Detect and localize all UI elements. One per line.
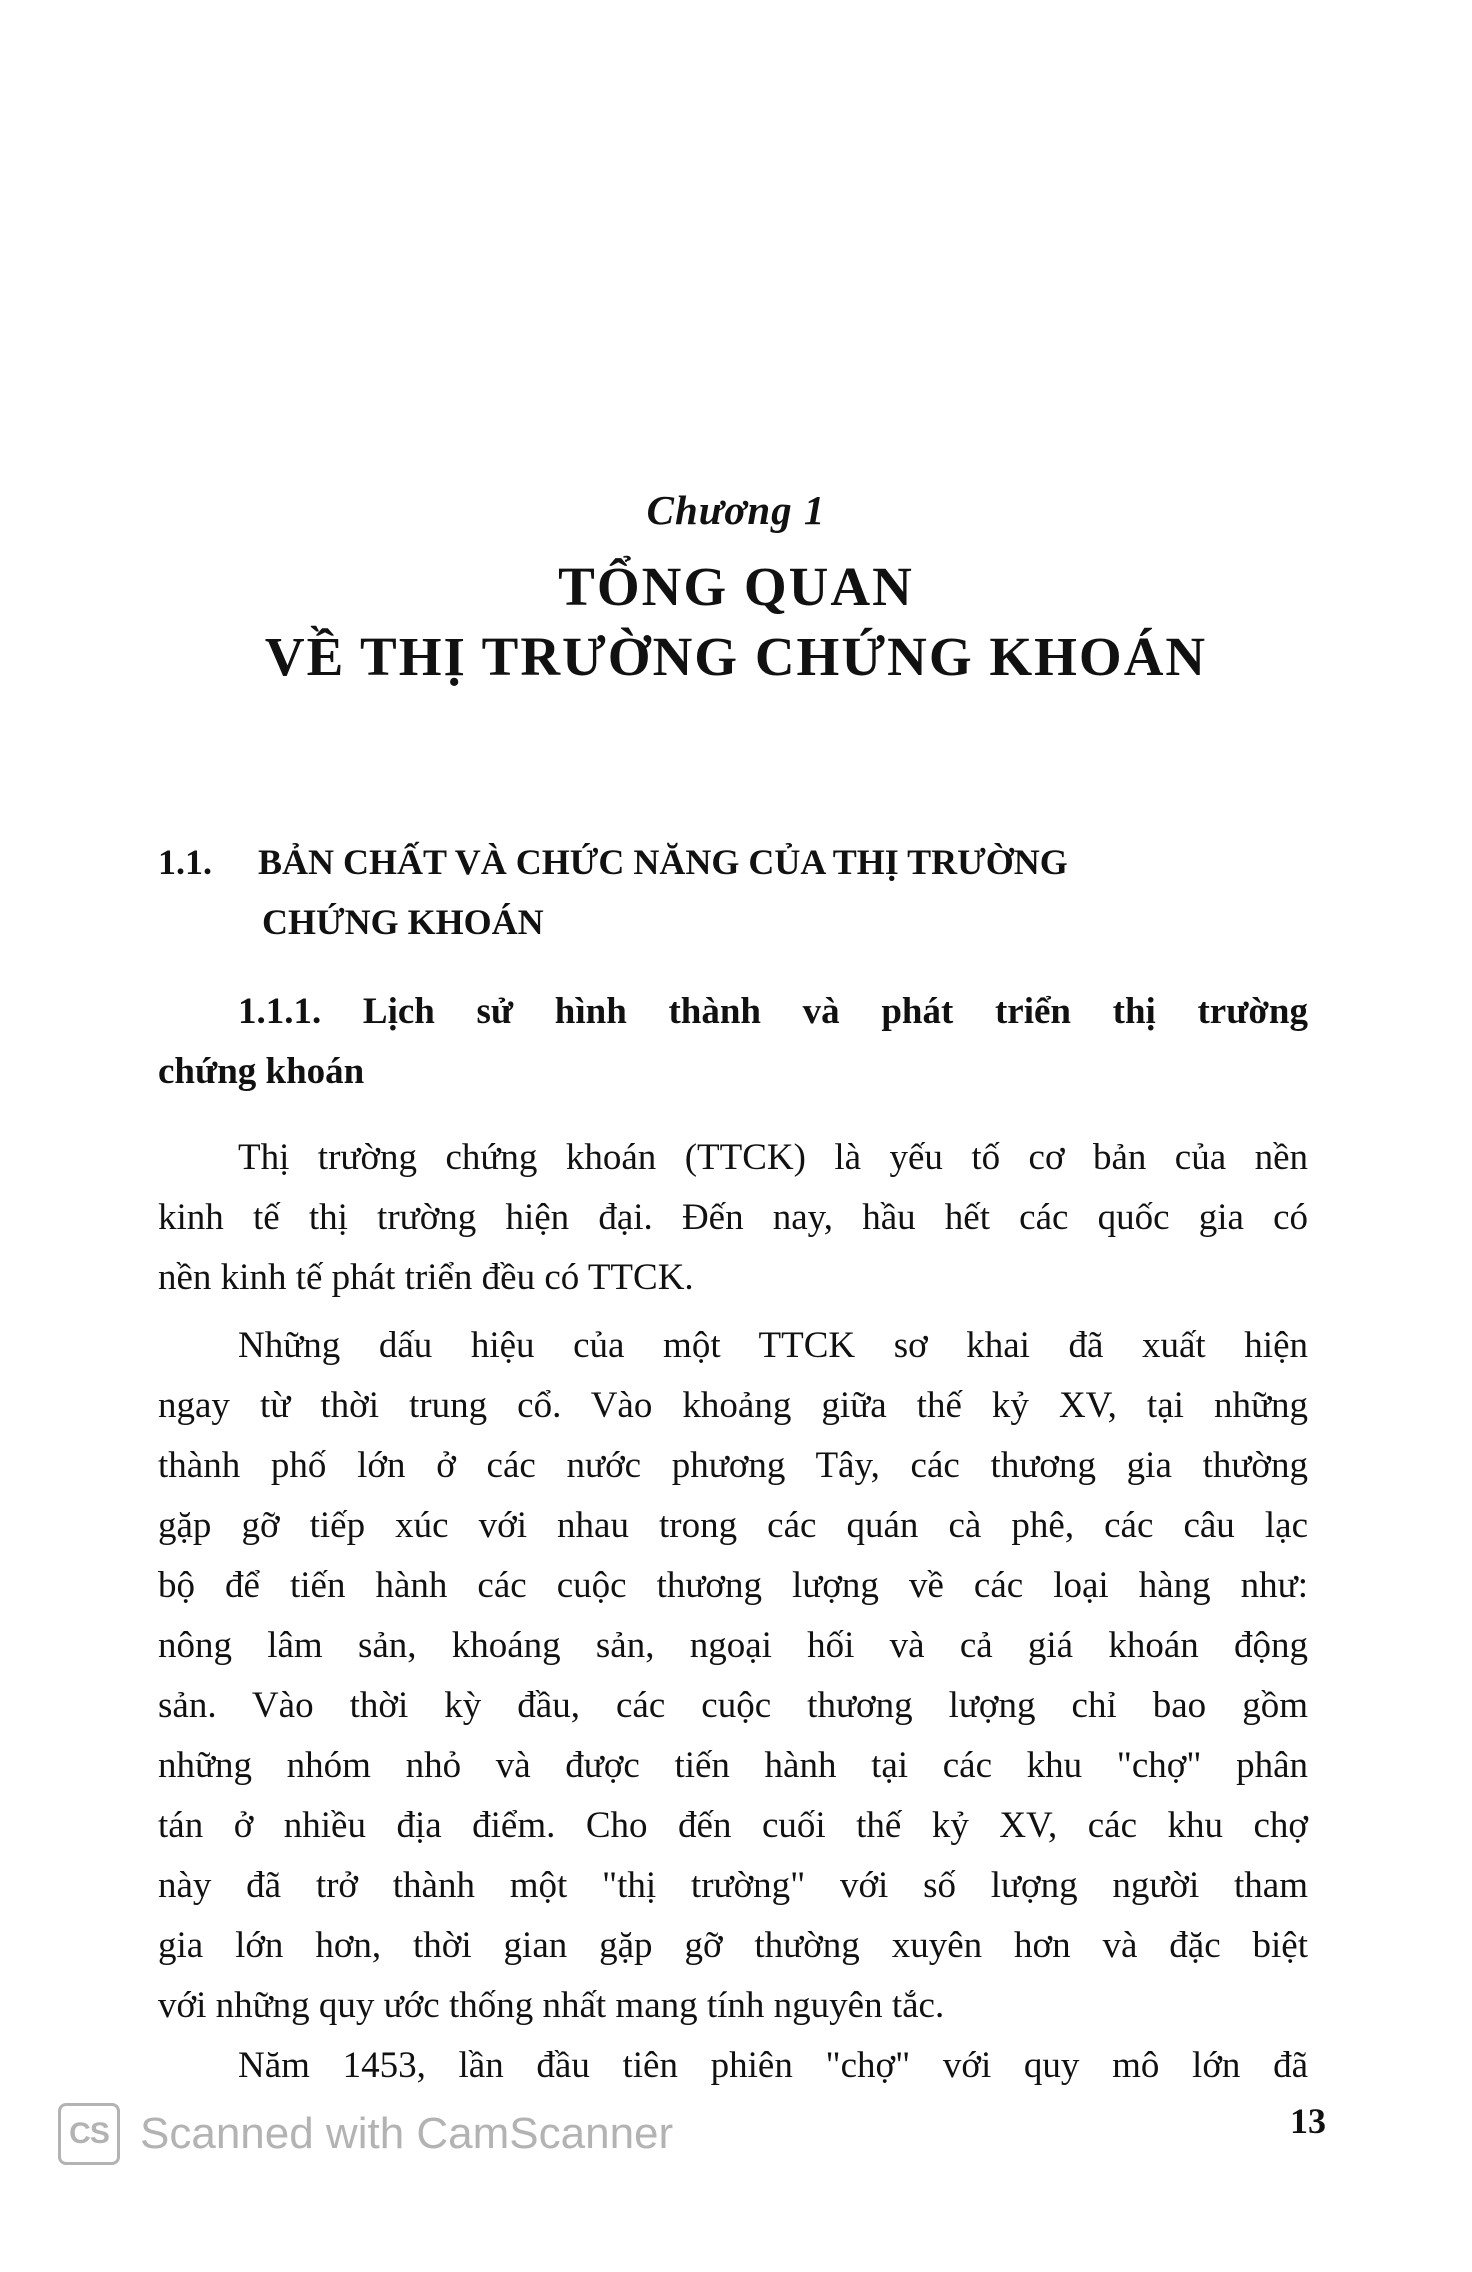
camscanner-watermark xyxy=(58,2103,673,2165)
text-line: sản. Vào thời kỳ đầu, các cuộc thương lượng chỉ bao gồm xyxy=(158,1685,1308,1726)
text-line: Thị trường chứng khoán (TTCK) là yếu tố cơ bản của nền xyxy=(238,1137,1308,1178)
subsection-heading xyxy=(158,982,1308,1102)
body-text xyxy=(158,1128,1308,2096)
chapter-title xyxy=(0,552,1472,692)
chapter-label: Chương 1 xyxy=(646,487,826,533)
chapter-title-line-1: TỔNG QUAN xyxy=(558,556,914,617)
paragraph-1 xyxy=(158,1128,1308,1308)
section-number: 1.1. xyxy=(158,842,212,882)
watermark-text: Scanned with CamScanner xyxy=(140,2109,674,2158)
text-line: thành phố lớn ở các nước phương Tây, các thương gia thường xyxy=(158,1445,1308,1486)
text-line: gặp gỡ tiếp xúc với nhau trong các quán cà phê, các câu lạc xyxy=(158,1505,1308,1546)
paragraph-2 xyxy=(158,1316,1308,2036)
text-line: Năm 1453, lần đầu tiên phiên "chợ" với quy mô lớn đã xyxy=(238,2045,1308,2086)
subsection-title-line-2: chứng khoán xyxy=(158,1051,365,1092)
section-title-line-2: CHỨNG KHOÁN xyxy=(262,902,544,942)
text-line: những nhóm nhỏ và được tiến hành tại các khu "chợ" phân xyxy=(158,1745,1308,1786)
text-line: này đã trở thành một "thị trường" với số lượng người tham xyxy=(158,1865,1308,1906)
paragraph-3 xyxy=(158,2036,1308,2096)
section-heading xyxy=(158,832,1318,952)
page-number: 13 xyxy=(1290,2101,1326,2141)
text-line: ngay từ thời trung cổ. Vào khoảng giữa thế kỷ XV, tại những xyxy=(158,1385,1308,1426)
text-line: với những quy ước thống nhất mang tính nguyên tắc. xyxy=(158,1985,945,2026)
subsection-title-line-1: 1.1.1. Lịch sử hình thành và phát triển thị trường xyxy=(238,991,1308,1032)
camscanner-logo-icon: CS xyxy=(58,2103,120,2165)
text-line: bộ để tiến hành các cuộc thương lượng về các loại hàng như: xyxy=(158,1565,1308,1606)
text-line: tán ở nhiều địa điểm. Cho đến cuối thế kỷ XV, các khu chợ xyxy=(158,1805,1308,1846)
text-line: kinh tế thị trường hiện đại. Đến nay, hầu hết các quốc gia có xyxy=(158,1197,1308,1238)
text-line: Những dấu hiệu của một TTCK sơ khai đã xuất hiện xyxy=(238,1325,1308,1366)
chapter-title-line-2: VỀ THỊ TRƯỜNG CHỨNG KHOÁN xyxy=(264,626,1208,687)
text-line: gia lớn hơn, thời gian gặp gỡ thường xuyên hơn và đặc biệt xyxy=(158,1925,1308,1966)
section-title-line-1: BẢN CHẤT VÀ CHỨC NĂNG CỦA THỊ TRƯỜNG xyxy=(258,842,1068,882)
text-line: nông lâm sản, khoáng sản, ngoại hối và cả giá khoán động xyxy=(158,1625,1308,1666)
text-line: nền kinh tế phát triển đều có TTCK. xyxy=(158,1257,694,1298)
